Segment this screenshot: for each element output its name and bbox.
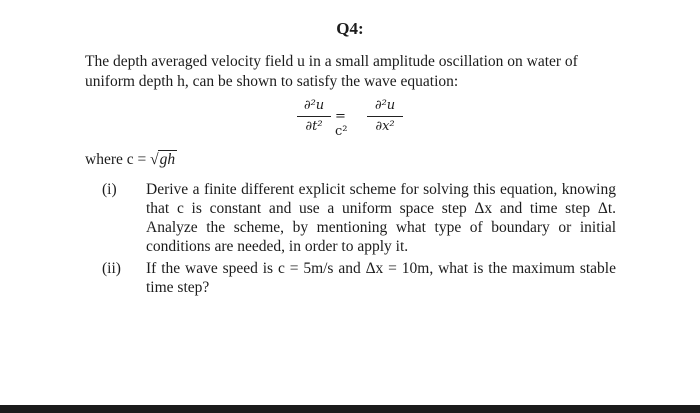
rhs-denominator: ∂x² xyxy=(375,119,395,134)
rhs-fraction-bar xyxy=(367,116,403,117)
lhs-fraction-bar xyxy=(297,116,331,117)
lhs-fraction xyxy=(297,98,331,134)
lhs-denominator: ∂t² xyxy=(305,119,323,134)
where-prefix: where c = √ xyxy=(85,151,159,168)
item-text: If the wave speed is c = 5m/s and Δx = 10m, what is the maximum stable time step? xyxy=(146,260,616,296)
question-title: Q4: xyxy=(336,19,364,38)
item-text: Derive a finite different explicit scheme for solving this equation, knowing that c is constant and use a uniform space step Δx and time step Δt. Analyze the scheme, by mentioning what type of boundary or initial conditions are needed, in order to apply it. xyxy=(146,181,616,255)
intro-line-2: uniform depth h, can be shown to satisfy the wave equation: xyxy=(85,73,459,90)
bottom-border xyxy=(0,405,700,413)
question-intro xyxy=(85,52,645,92)
where-definition xyxy=(85,150,177,169)
intro-line-1: The depth averaged velocity field u in a small amplitude oscillation on water of xyxy=(85,53,578,70)
lhs-numerator: ∂²u xyxy=(303,98,325,113)
item-number: (i) xyxy=(102,181,117,198)
where-radicand: gh xyxy=(159,151,176,168)
equals-c-squared: = c² xyxy=(335,109,348,139)
rhs-fraction xyxy=(367,98,403,134)
rhs-numerator: ∂²u xyxy=(374,98,396,113)
item-number: (ii) xyxy=(102,260,121,277)
